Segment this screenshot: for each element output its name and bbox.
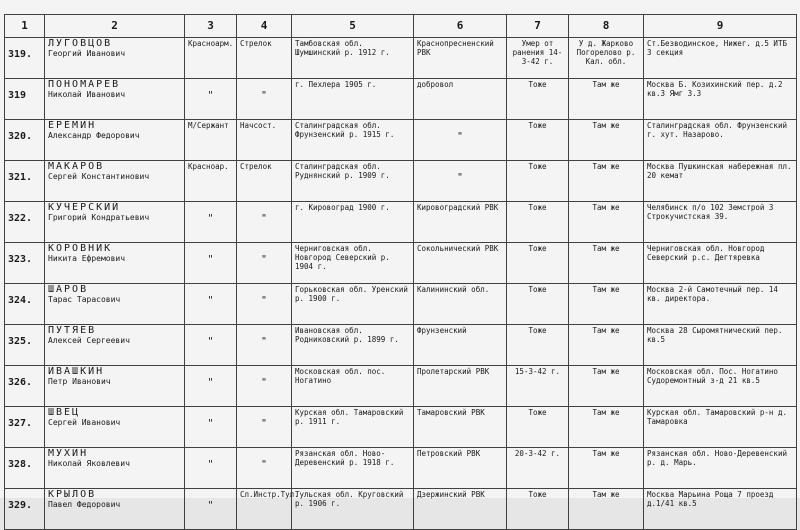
surname: ЕРЕМИН [48,120,97,131]
table-row [5,489,797,530]
birthplace-year: Курская обл. Тамаровский р. 1911 г. [292,407,414,448]
position: Начсост. [237,120,292,161]
position: " [237,243,292,284]
draft-office: Тамаровский РВК [414,407,507,448]
draft-office: Сокольнический РВК [414,243,507,284]
col-header-6: 6 [414,15,507,38]
given-name-patronymic: Тарас Тарасович [48,295,121,304]
rank: " [185,448,237,489]
row-number: 320. [5,120,45,161]
family-address: Московская обл. Пос. Ногатино Судоремонтный з-д 21 кв.5 [644,366,797,407]
person-name [45,79,185,120]
burial-place: Там же [569,79,644,120]
table-row [5,38,797,79]
person-name [45,243,185,284]
burial-place: У д. Жарково Погорелово р. Кал. обл. [569,38,644,79]
draft-office: Фрунзенский [414,325,507,366]
rank: " [185,325,237,366]
row-number: 319. [5,38,45,79]
given-name-patronymic: Павел Федорович [48,500,121,509]
rank: Красноарм. [185,38,237,79]
burial-place: Там же [569,161,644,202]
position: " [237,79,292,120]
table-row [5,161,797,202]
surname: КРЫЛОВ [48,489,97,500]
col-header-2: 2 [45,15,185,38]
person-name [45,38,185,79]
table-row [5,202,797,243]
row-number: 325. [5,325,45,366]
surname: ШАРОВ [48,284,89,295]
position: " [237,202,292,243]
person-name [45,448,185,489]
col-header-9: 9 [644,15,797,38]
family-address: Ст.Безводинское, Нижег. д.5 ИТБ 3 секция [644,38,797,79]
burial-place: Там же [569,202,644,243]
position: " [237,407,292,448]
birthplace-year: Сталинградская обл. Фрунзенский р. 1915 г. [292,120,414,161]
surname: ШВЕЦ [48,407,81,418]
row-number: 321. [5,161,45,202]
burial-place: Там же [569,243,644,284]
fate-date: 20-3-42 г. [507,448,569,489]
given-name-patronymic: Сергей Иванович [48,418,121,427]
fate-date: Умер от ранения 14-3-42 г. [507,38,569,79]
header-row [5,15,797,38]
surname: ПУТЯЕВ [48,325,97,336]
birthplace-year: Черниговская обл. Новгород Северский р. 1904 г. [292,243,414,284]
row-number: 328. [5,448,45,489]
casualty-register-table [4,14,797,530]
table-row [5,407,797,448]
fate-date: 15-3-42 г. [507,366,569,407]
fate-date: Тоже [507,243,569,284]
row-number: 329. [5,489,45,530]
rank: " [185,243,237,284]
row-number: 324. [5,284,45,325]
position: Стрелок [237,38,292,79]
given-name-patronymic: Николай Иванович [48,90,126,99]
table-row [5,448,797,489]
fate-date: Тоже [507,325,569,366]
fate-date: Тоже [507,202,569,243]
burial-place: Там же [569,366,644,407]
birthplace-year: г. Пехлера 1905 г. [292,79,414,120]
row-number: 322. [5,202,45,243]
family-address: Челябинск п/о 102 Земстрой 3 Строкучистская 39. [644,202,797,243]
birthplace-year: Горьковская обл. Уренский р. 1900 г. [292,284,414,325]
surname: ЛУГОВЦОВ [48,38,113,49]
table-row [5,366,797,407]
person-name [45,284,185,325]
given-name-patronymic: Сергей Константинович [48,172,150,181]
col-header-5: 5 [292,15,414,38]
given-name-patronymic: Петр Иванович [48,377,111,386]
birthplace-year: Ивановская обл. Родниковский р. 1899 г. [292,325,414,366]
burial-place: Там же [569,489,644,530]
burial-place: Там же [569,325,644,366]
family-address: Сталинградская обл. Фрунзенский г. хут. Назарово. [644,120,797,161]
col-header-8: 8 [569,15,644,38]
col-header-1: 1 [5,15,45,38]
draft-office: Петровский РВК [414,448,507,489]
table-row [5,79,797,120]
burial-place: Там же [569,284,644,325]
birthplace-year: Рязанская обл. Ново-Деревенский р. 1918 г. [292,448,414,489]
person-name [45,407,185,448]
burial-place: Там же [569,120,644,161]
family-address: Москва Марьина Роща 7 проезд д.1/41 кв.5 [644,489,797,530]
table-row [5,243,797,284]
birthplace-year: Московская обл. пос. Ногатино [292,366,414,407]
position: Сл.Инстр.Тул. [237,489,292,530]
burial-place: Там же [569,407,644,448]
given-name-patronymic: Григорий Кондратьевич [48,213,150,222]
position: " [237,284,292,325]
person-name [45,366,185,407]
surname: КОРОВНИК [48,243,113,254]
fate-date: Тоже [507,489,569,530]
surname: ПОНОМАРЕВ [48,79,121,90]
fate-date: Тоже [507,407,569,448]
col-header-7: 7 [507,15,569,38]
position: " [237,366,292,407]
surname: ИВАШКИН [48,366,105,377]
rank: " [185,202,237,243]
person-name [45,489,185,530]
draft-office: " [414,120,507,161]
birthplace-year: Тамбовская обл. Шумшинский р. 1912 г. [292,38,414,79]
row-number: 326. [5,366,45,407]
burial-place: Там же [569,448,644,489]
row-number: 323. [5,243,45,284]
row-number: 319 [5,79,45,120]
person-name [45,161,185,202]
draft-office: Калининский обл. [414,284,507,325]
given-name-patronymic: Александр Федорович [48,131,140,140]
table-row [5,284,797,325]
position: " [237,448,292,489]
given-name-patronymic: Никита Ефремович [48,254,126,263]
birthplace-year: Тульская обл. Круговский р. 1906 г. [292,489,414,530]
position: Стрелок [237,161,292,202]
draft-office: добровол [414,79,507,120]
given-name-patronymic: Николай Яковлевич [48,459,130,468]
col-header-3: 3 [185,15,237,38]
surname: КУЧЕРСКИЙ [48,202,121,213]
rank: М/Сержант [185,120,237,161]
draft-office: Пролетарский РВК [414,366,507,407]
family-address: Москва Б. Козихинский пер. д.2 кв.3 Ямг 3.3 [644,79,797,120]
rank: " [185,407,237,448]
family-address: Москва 2-й Самотечный пер. 14 кв. директора. [644,284,797,325]
rank: Красноар. [185,161,237,202]
rank: " [185,79,237,120]
family-address: Курская обл. Тамаровский р-н д. Тамаровка [644,407,797,448]
given-name-patronymic: Алексей Сергеевич [48,336,130,345]
family-address: Москва 28 Сыромятнический пер. кв.5 [644,325,797,366]
surname: МАКАРОВ [48,161,105,172]
given-name-patronymic: Георгий Иванович [48,49,126,58]
rank: " [185,284,237,325]
draft-office: Кировоградский РВК [414,202,507,243]
person-name [45,120,185,161]
position: " [237,325,292,366]
table-row [5,120,797,161]
birthplace-year: Сталинградская обл. Руднянский р. 1909 г. [292,161,414,202]
person-name [45,325,185,366]
rank: " [185,489,237,530]
draft-office: Краснопресненский РВК [414,38,507,79]
family-address: Черниговская обл. Новгород Северский р.с. Дегтяревка [644,243,797,284]
row-number: 327. [5,407,45,448]
col-header-4: 4 [237,15,292,38]
fate-date: Тоже [507,120,569,161]
person-name [45,202,185,243]
family-address: Рязанская обл. Ново-Деревенский р. д. Марь. [644,448,797,489]
birthplace-year: г. Кировоград 1900 г. [292,202,414,243]
table-row [5,325,797,366]
rank: " [185,366,237,407]
fate-date: Тоже [507,284,569,325]
fate-date: Тоже [507,161,569,202]
draft-office: Дзержинский РВК [414,489,507,530]
surname: МУХИН [48,448,89,459]
family-address: Москва Пушкинская набережная пл. 20 кемат [644,161,797,202]
fate-date: Тоже [507,79,569,120]
draft-office: " [414,161,507,202]
